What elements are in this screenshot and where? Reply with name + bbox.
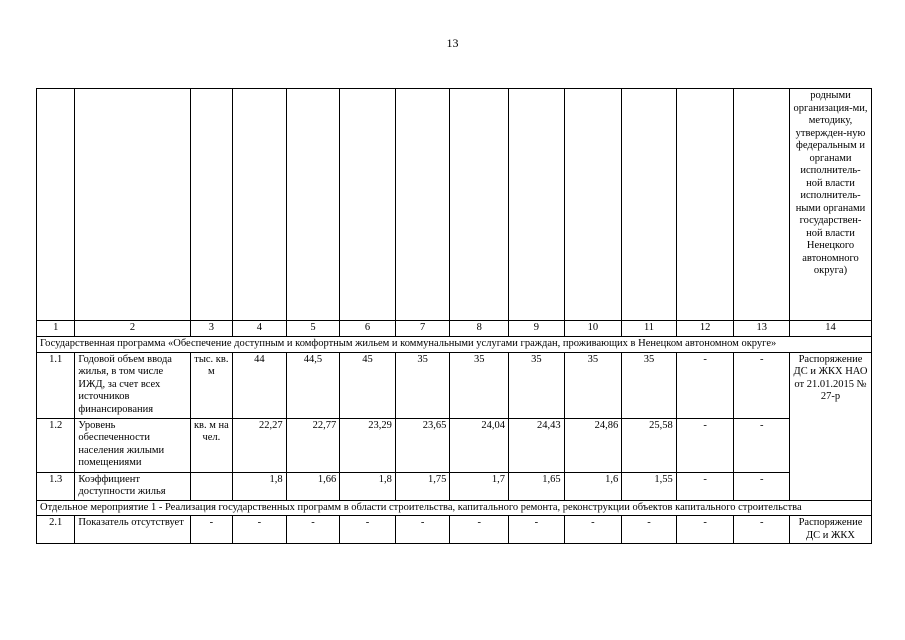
cont-cell <box>233 89 287 321</box>
indicator-name: Показатель отсутствует <box>75 516 190 544</box>
value-cell: 35 <box>450 352 509 418</box>
value-cell: 24,43 <box>509 418 565 472</box>
value-cell: 1,66 <box>286 472 340 500</box>
table-row <box>37 352 872 418</box>
value-cell: 24,86 <box>564 418 622 472</box>
continuation-source-text: родными организация-ми, методику, утвержден-ную федеральным и органами исполнитель-ной власти исполнитель-ными органами государствен-ной власти Ненецкого автономного округа) <box>790 89 872 321</box>
cont-cell <box>190 89 232 321</box>
value-cell: - <box>622 516 677 544</box>
value-cell: - <box>676 352 734 418</box>
column-number: 7 <box>395 321 450 337</box>
value-cell: - <box>734 516 790 544</box>
column-number: 11 <box>622 321 677 337</box>
value-cell: 22,27 <box>233 418 287 472</box>
value-cell: 1,8 <box>233 472 287 500</box>
page-number: 13 <box>446 36 459 50</box>
value-cell: - <box>676 516 734 544</box>
indicators-table <box>36 88 872 544</box>
value-cell: 23,65 <box>395 418 450 472</box>
column-number: 1 <box>37 321 75 337</box>
value-cell: 1,75 <box>395 472 450 500</box>
unit: кв. м на чел. <box>190 418 232 472</box>
event-title: Отдельное мероприятие 1 - Реализация государственных программ в области строительства, капитального ремонта, реконструкции объектов капитального строительства <box>37 500 872 516</box>
value-cell: - <box>286 516 340 544</box>
cont-cell <box>676 89 734 321</box>
indicator-name: Годовой объем ввода жилья, в том числе ИЖД, за счет всех источников финансирования <box>75 352 190 418</box>
continuation-row <box>37 89 872 321</box>
value-cell: 1,8 <box>340 472 396 500</box>
source-document: Распоряжение ДС и ЖКХ НАО от 21.01.2015 № 27-р <box>790 352 872 500</box>
column-number: 12 <box>676 321 734 337</box>
column-number: 2 <box>75 321 190 337</box>
row-number: 1.1 <box>37 352 75 418</box>
column-number: 6 <box>340 321 396 337</box>
value-cell: 44,5 <box>286 352 340 418</box>
source-document: Распоряжение ДС и ЖКХ <box>790 516 872 544</box>
value-cell: 1,55 <box>622 472 677 500</box>
value-cell: 22,77 <box>286 418 340 472</box>
value-cell: 24,04 <box>450 418 509 472</box>
row-number: 1.2 <box>37 418 75 472</box>
cont-cell <box>395 89 450 321</box>
cont-cell <box>622 89 677 321</box>
column-number: 10 <box>564 321 622 337</box>
column-number: 3 <box>190 321 232 337</box>
table-row <box>37 472 872 500</box>
value-cell: - <box>340 516 396 544</box>
column-number: 8 <box>450 321 509 337</box>
row-number: 1.3 <box>37 472 75 500</box>
value-cell: 35 <box>564 352 622 418</box>
cont-cell <box>286 89 340 321</box>
value-cell: 35 <box>509 352 565 418</box>
value-cell: 1,65 <box>509 472 565 500</box>
value-cell: 23,29 <box>340 418 396 472</box>
value-cell: - <box>676 472 734 500</box>
value-cell: - <box>450 516 509 544</box>
cont-cell <box>564 89 622 321</box>
program-title: Государственная программа «Обеспечение доступным и комфортным жильем и коммунальными услугами граждан, проживающих в Ненецком автономном округе» <box>37 337 872 353</box>
cont-cell <box>37 89 75 321</box>
indicator-name: Коэффициент доступности жилья <box>75 472 190 500</box>
column-number-row <box>37 321 872 337</box>
table-row <box>37 418 872 472</box>
value-cell: - <box>233 516 287 544</box>
column-number: 14 <box>790 321 872 337</box>
program-title-row <box>37 337 872 353</box>
value-cell: 35 <box>395 352 450 418</box>
table-row <box>37 516 872 544</box>
unit: - <box>190 516 232 544</box>
column-number: 13 <box>734 321 790 337</box>
value-cell: - <box>734 352 790 418</box>
value-cell: - <box>564 516 622 544</box>
cont-cell <box>734 89 790 321</box>
value-cell: - <box>734 418 790 472</box>
row-number: 2.1 <box>37 516 75 544</box>
indicator-name: Уровень обеспеченности населения жилыми помещениями <box>75 418 190 472</box>
value-cell: 44 <box>233 352 287 418</box>
unit: тыс. кв. м <box>190 352 232 418</box>
column-number: 9 <box>509 321 565 337</box>
value-cell: - <box>509 516 565 544</box>
cont-cell <box>75 89 190 321</box>
cont-cell <box>450 89 509 321</box>
value-cell: 25,58 <box>622 418 677 472</box>
value-cell: 1,6 <box>564 472 622 500</box>
value-cell: - <box>395 516 450 544</box>
column-number: 4 <box>233 321 287 337</box>
event-title-row <box>37 500 872 516</box>
value-cell: 1,7 <box>450 472 509 500</box>
cont-cell <box>340 89 396 321</box>
value-cell: 45 <box>340 352 396 418</box>
unit <box>190 472 232 500</box>
value-cell: - <box>676 418 734 472</box>
value-cell: 35 <box>622 352 677 418</box>
column-number: 5 <box>286 321 340 337</box>
cont-cell <box>509 89 565 321</box>
value-cell: - <box>734 472 790 500</box>
